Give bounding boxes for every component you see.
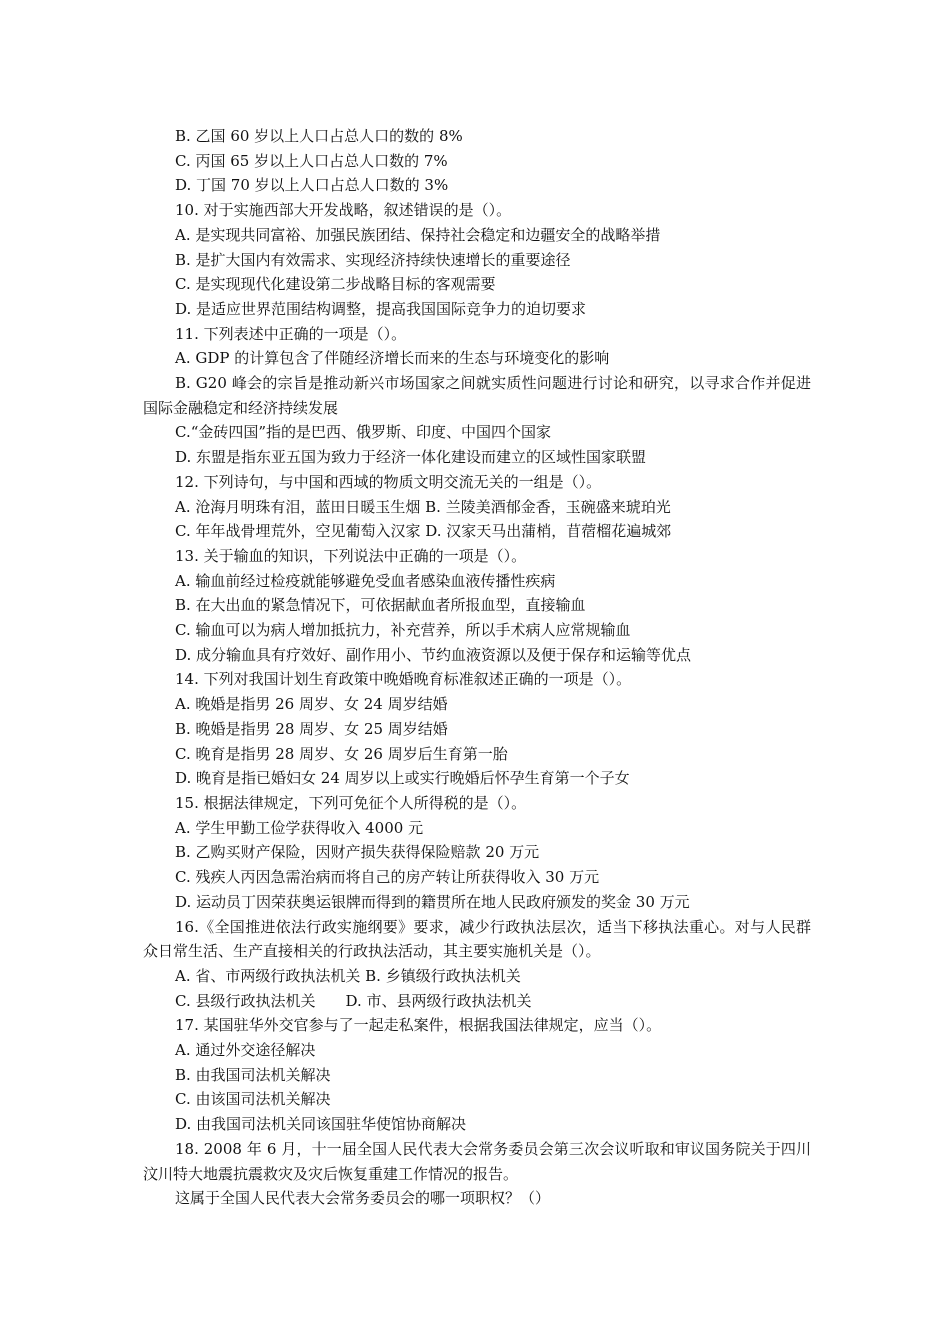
text-line: B. 乙购买财产保险，因财产损失获得保险赔款 20 万元 (175, 843, 540, 862)
text-line: C. 年年战骨埋荒外，空见葡萄入汉家 D. 汉家天马出蒲梢，苜蓿榴花遍城郊 (175, 522, 672, 541)
text-line: 12. 下列诗句，与中国和西域的物质文明交流无关的一组是（）。 (175, 472, 602, 491)
text-line: A. 通过外交途径解决 (175, 1041, 316, 1060)
text-line: A. 是实现共同富裕、加强民族团结、保持社会稳定和边疆安全的战略举措 (175, 225, 661, 244)
text-line: A. 晚婚是指男 26 周岁、女 24 周岁结婚 (175, 695, 448, 714)
text-line: D. 由我国司法机关同该国驻华使馆协商解决 (175, 1115, 467, 1134)
text-paragraph: 18. 2008 年 6 月，十一届全国人民代表大会常务委员会第三次会议听取和审议国务院关于四川汶川特大地震抗震救灾及灾后恢复重建工作情况的报告。 (143, 1139, 811, 1183)
text-line: C. 由该国司法机关解决 (175, 1090, 331, 1109)
text-paragraph: 16.《全国推进依法行政实施纲要》要求，减少行政执法层次，适当下移执法重心。对与人民群众日常生活、生产直接相关的行政执法活动，其主要实施机关是（）。 (143, 917, 811, 961)
text-line: D. 是适应世界范围结构调整，提高我国国际竞争力的迫切要求 (175, 299, 587, 318)
document-body (143, 124, 811, 1211)
text-line: C.“金砖四国”指的是巴西、俄罗斯、印度、中国四个国家 (175, 423, 552, 442)
text-line: A. 沧海月明珠有泪，蓝田日暖玉生烟 B. 兰陵美酒郁金香，玉碗盛来琥珀光 (175, 497, 671, 516)
text-line: B. 由我国司法机关解决 (175, 1065, 331, 1084)
text-line: 17. 某国驻华外交官参与了一起走私案件，根据我国法律规定，应当（）。 (175, 1016, 662, 1035)
text-line: B. 晚婚是指男 28 周岁、女 25 周岁结婚 (175, 719, 448, 738)
text-line: D. 成分输血具有疗效好、副作用小、节约血液资源以及便于保存和运输等优点 (175, 645, 692, 664)
text-line: 15. 根据法律规定，下列可免征个人所得税的是（）。 (175, 793, 527, 812)
text-line: C. 晚育是指男 28 周岁、女 26 周岁后生育第一胎 (175, 744, 508, 763)
text-line: A. 输血前经过检疫就能够避免受血者感染血液传播性疾病 (175, 571, 556, 590)
text-line: 11. 下列表述中正确的一项是（）。 (175, 324, 407, 343)
text-line: 10. 对于实施西部大开发战略，叙述错误的是（）。 (175, 201, 512, 220)
text-line: 这属于全国人民代表大会常务委员会的哪一项职权？（） (175, 1189, 551, 1208)
text-line: 13. 关于输血的知识，下列说法中正确的一项是（）。 (175, 546, 527, 565)
text-line: A. 学生甲勤工俭学获得收入 4000 元 (175, 818, 424, 837)
text-line: C. 输血可以为病人增加抵抗力，补充营养，所以手术病人应常规输血 (175, 621, 631, 640)
text-line: C. 是实现现代化建设第二步战略目标的客观需要 (175, 275, 496, 294)
text-line: C. 丙国 65 岁以上人口占总人口数的 7% (175, 151, 448, 170)
text-line: A. 省、市两级行政执法机关 B. 乡镇级行政执法机关 (175, 966, 521, 985)
text-line: B. 乙国 60 岁以上人口占总人口的数的 8% (175, 127, 463, 145)
text-line: B. 是扩大国内有效需求、实现经济持续快速增长的重要途径 (175, 250, 571, 269)
text-line: 14. 下列对我国计划生育政策中晚婚晚育标准叙述正确的一项是（）。 (175, 670, 632, 689)
text-line: D. 东盟是指东亚五国为致力于经济一体化建设而建立的区域性国家联盟 (175, 448, 647, 467)
text-line: B. 在大出血的紧急情况下，可依据献血者所报血型，直接输血 (175, 596, 586, 615)
text-line: C. 残疾人丙因急需治病而将自己的房产转让所获得收入 30 万元 (175, 868, 600, 887)
text-line: D. 运动员丁因荣获奥运银牌而得到的籍贯所在地人民政府颁发的奖金 30 万元 (175, 892, 690, 911)
text-line: C. 县级行政执法机关 D. 市、县两级行政执法机关 (175, 991, 532, 1010)
text-line: D. 晚育是指已婚妇女 24 周岁以上或实行晚婚后怀孕生育第一个子女 (175, 769, 630, 788)
text-paragraph: B. G20 峰会的宗旨是推动新兴市场国家之间就实质性问题进行讨论和研究，以寻求合作并促进国际金融稳定和经济持续发展 (143, 374, 811, 417)
text-line: A. GDP 的计算包含了伴随经济增长而来的生态与环境变化的影响 (175, 349, 610, 368)
text-line: D. 丁国 70 岁以上人口占总人口数的 3% (175, 176, 449, 195)
